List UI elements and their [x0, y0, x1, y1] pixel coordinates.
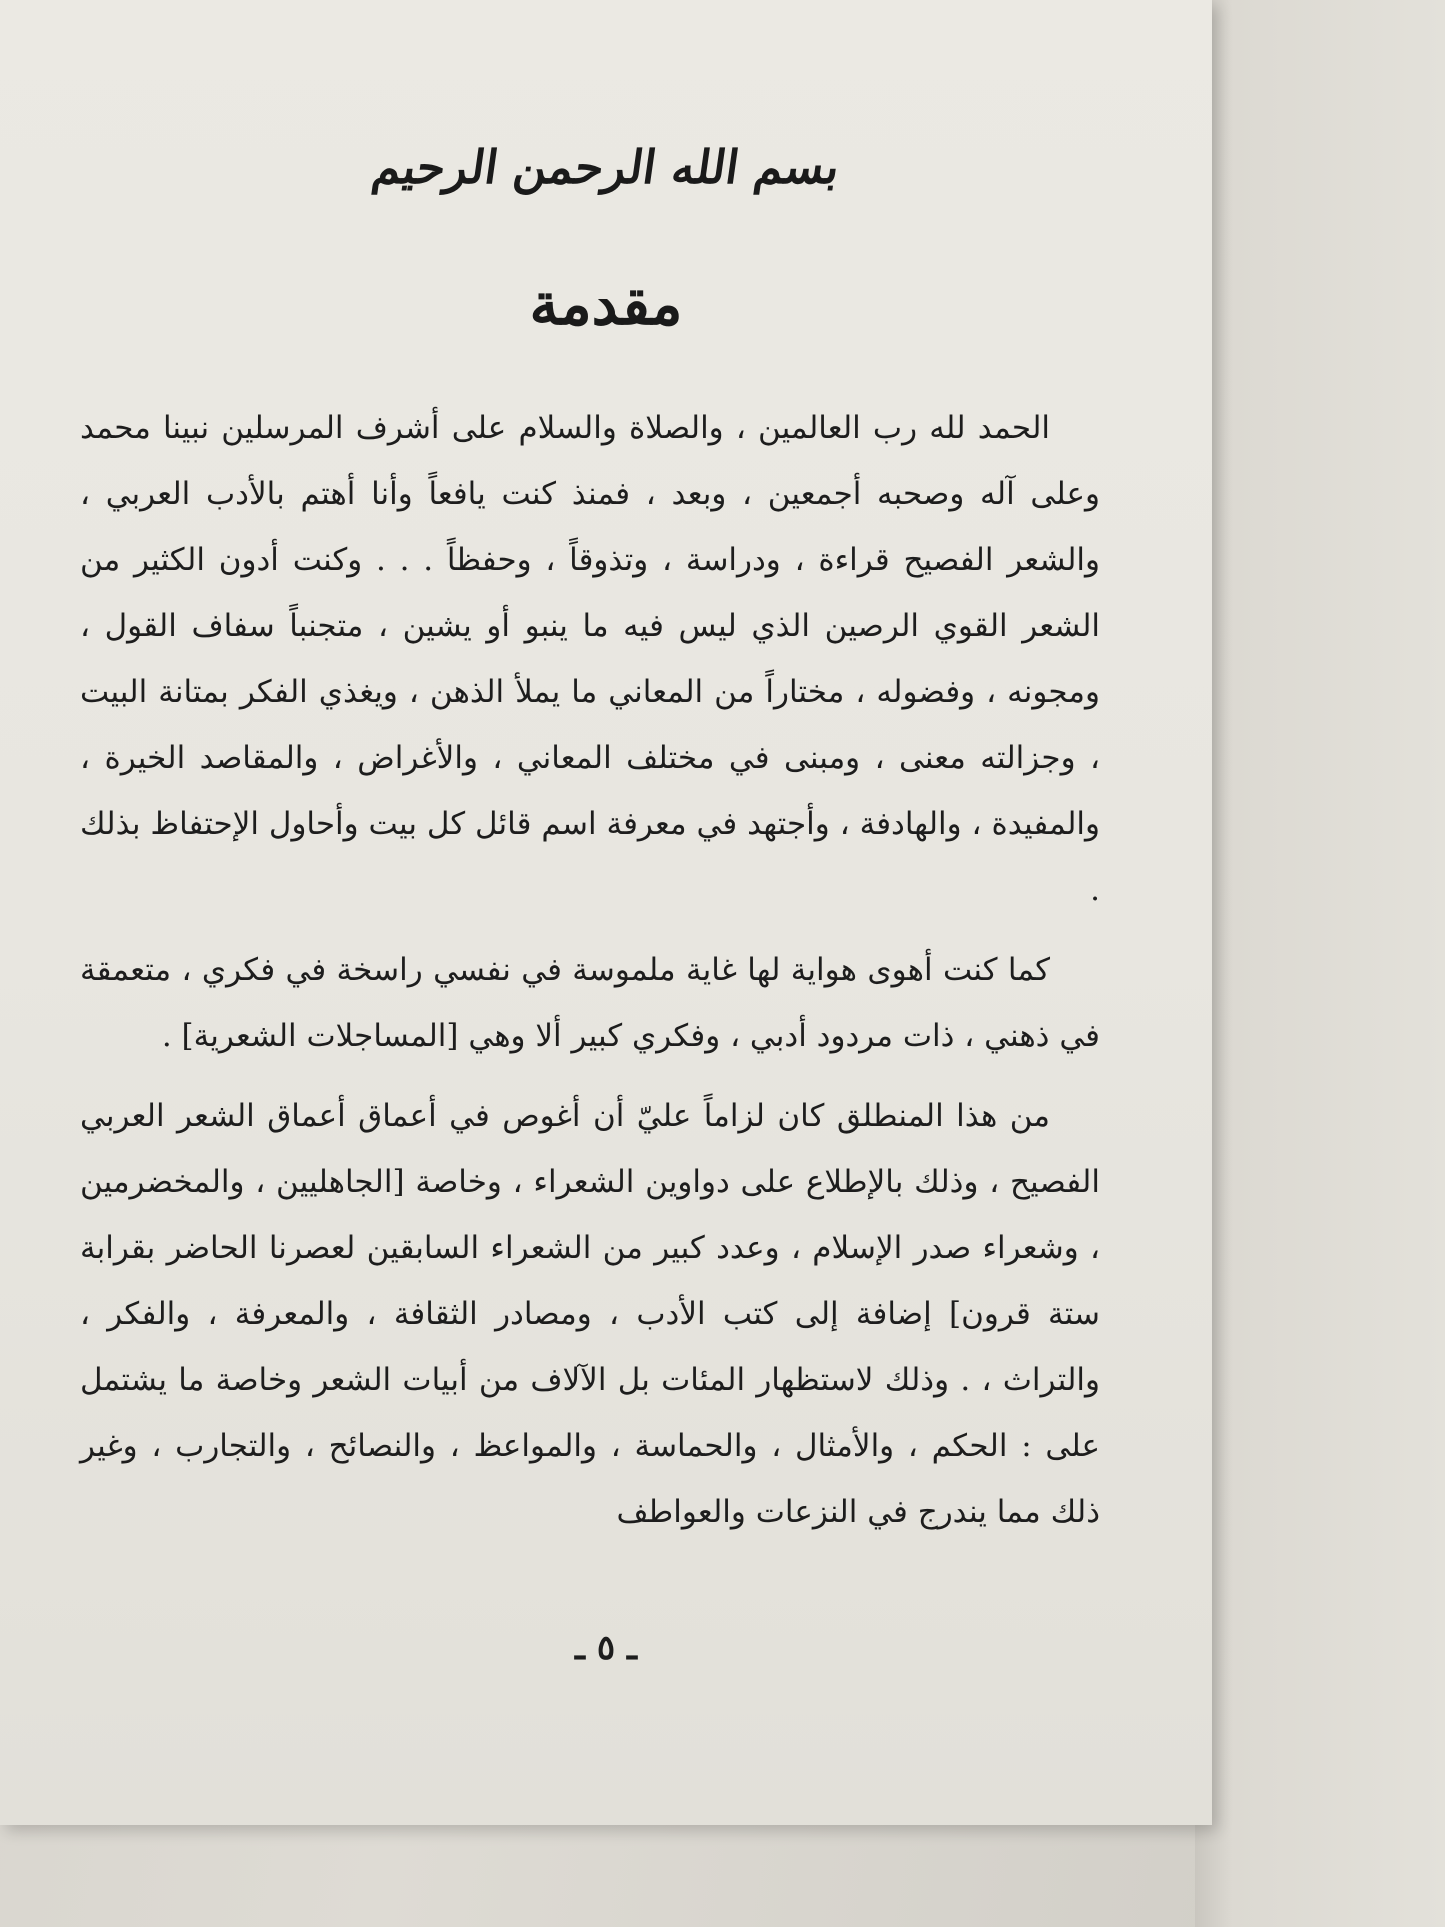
page-title: مقدمة: [529, 270, 683, 338]
paragraph-2: كما كنت أهوى هواية لها غاية ملموسة في نفسي راسخة في فكري ، متعمقة في ذهني ، ذات مردود أدبي ، وفكري كبير ألا وهي [المساجلات الشعرية] .: [80, 952, 1100, 1054]
next-page-edge: [1195, 0, 1445, 1927]
paragraph-3: من هذا المنطلق كان لزاماً عليّ أن أغوص في أعماق أعماق الشعر العربي الفصيح ، وذلك بالإطلاع على دواوين الشعراء ، وخاصة [الجاهليين ، والمخضرمين ، وشعراء صدر الإسلام ، وعدد كبير من الشعراء السابقين لعصرنا الحاضر بقرابة ستة قرون] إضافة إلى كتب الأدب ، ومصادر الثقافة ، والمعرفة ، والفكر ، والتراث ، . وذلك لاستظهار المئات بل الآلاف من أبيات الشعر وخاصة ما يشتمل على : الحكم ، والأمثال ، والحماسة ، والمواعظ ، والنصائح ، والتجارب ، وغير ذلك مما يندرج في النزعات والعواطف: [80, 1098, 1100, 1530]
page-number: ـ ٥ ـ: [575, 1628, 637, 1668]
basmala-calligraphy: بسم الله الرحمن الرحيم: [368, 140, 844, 194]
body-text: [80, 395, 1100, 1559]
paragraph-1: الحمد لله رب العالمين ، والصلاة والسلام على أشرف المرسلين نبينا محمد وعلى آله وصحبه أجمعين ، وبعد ، فمنذ كنت يافعاً وأنا أهتم بالأدب العربي ، والشعر الفصيح قراءة ، ودراسة ، وتذوقاً ، وحفظاً . . . وكنت أدون الكثير من الشعر القوي الرصين الذي ليس فيه ما ينبو أو يشين ، متجنباً سفاف القول ، ومجونه ، وفضوله ، مختاراً من المعاني ما يملأ الذهن ، ويغذي الفكر بمتانة البيت ، وجزالته معنى ، ومبنى في مختلف المعاني ، والأغراض ، والمقاصد الخيرة ، والمفيدة ، والهادفة ، وأجتهد في معرفة اسم قائل كل بيت وأحاول الإحتفاظ بذلك .: [80, 410, 1100, 908]
